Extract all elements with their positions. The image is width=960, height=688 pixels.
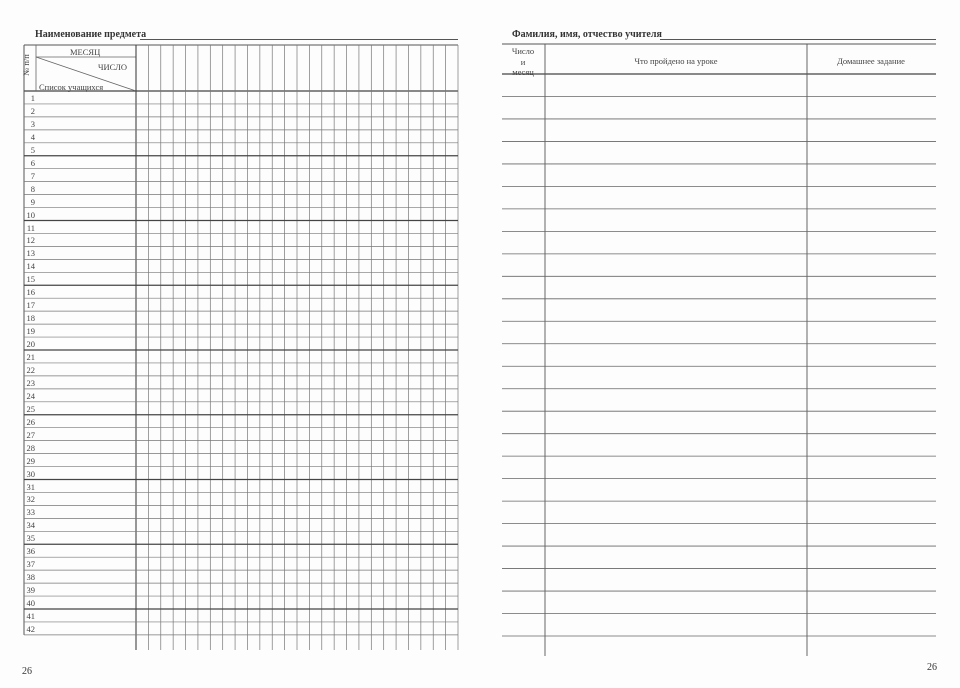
row-number: 17 bbox=[26, 300, 35, 311]
row-number: 24 bbox=[26, 390, 35, 401]
row-number: 6 bbox=[30, 157, 35, 168]
day-label: ЧИСЛО bbox=[98, 62, 128, 72]
row-number: 16 bbox=[26, 287, 35, 298]
row-number: 5 bbox=[30, 144, 35, 155]
students-label: Список учащихся bbox=[39, 82, 104, 92]
row-number: 23 bbox=[26, 377, 35, 388]
row-number: 33 bbox=[26, 507, 35, 518]
date-col-line2: и bbox=[520, 57, 526, 67]
row-number: 35 bbox=[26, 533, 35, 544]
row-number: 3 bbox=[30, 118, 35, 129]
row-number: 29 bbox=[26, 455, 35, 466]
row-number: 38 bbox=[26, 572, 35, 583]
row-number: 37 bbox=[26, 559, 35, 570]
page-number-right: 26 bbox=[927, 662, 937, 673]
row-number: 30 bbox=[26, 468, 35, 479]
row-number: 34 bbox=[26, 520, 35, 531]
row-number: 21 bbox=[26, 352, 35, 362]
row-number: 26 bbox=[26, 416, 35, 427]
row-number: 9 bbox=[30, 196, 35, 207]
teacher-title: Фамилия, имя, отчество учителя bbox=[512, 29, 662, 40]
lesson-table[interactable] bbox=[480, 0, 960, 688]
row-number: 12 bbox=[26, 235, 35, 246]
row-number: 1 bbox=[30, 93, 35, 103]
row-number: 40 bbox=[26, 598, 35, 609]
date-col-line1: Число bbox=[511, 46, 535, 56]
row-number: 39 bbox=[26, 585, 35, 596]
row-number: 22 bbox=[26, 364, 35, 375]
row-number: 25 bbox=[26, 403, 35, 414]
row-number: 27 bbox=[26, 429, 35, 440]
lesson-table-lines bbox=[480, 0, 960, 688]
page-number-left: 26 bbox=[22, 666, 32, 677]
row-number: 15 bbox=[26, 274, 35, 285]
row-number: 31 bbox=[26, 481, 35, 492]
date-col-line3: месяц bbox=[512, 67, 534, 77]
row-number: 36 bbox=[26, 546, 35, 557]
lesson-col-header: Что пройдено на уроке bbox=[634, 56, 718, 66]
subject-title: Наименование предмета bbox=[35, 29, 147, 40]
homework-col-header: Домашнее задание bbox=[837, 56, 905, 66]
row-number: 11 bbox=[26, 222, 35, 233]
row-number: 18 bbox=[26, 313, 35, 324]
month-label: МЕСЯЦ bbox=[70, 47, 101, 57]
row-number: 13 bbox=[26, 248, 35, 259]
row-number: 4 bbox=[30, 131, 35, 142]
row-number: 8 bbox=[30, 183, 35, 194]
row-number: 14 bbox=[26, 261, 35, 272]
row-number: 7 bbox=[30, 170, 35, 181]
row-number: 20 bbox=[26, 339, 35, 350]
row-number: 28 bbox=[26, 442, 35, 453]
row-number: 2 bbox=[30, 105, 35, 116]
row-number: 19 bbox=[26, 326, 35, 337]
number-label: № п/п bbox=[21, 54, 31, 76]
row-number: 42 bbox=[26, 623, 35, 634]
row-number: 10 bbox=[26, 209, 35, 220]
right-page bbox=[480, 0, 960, 688]
row-number: 32 bbox=[26, 494, 35, 505]
row-number: 41 bbox=[26, 611, 35, 621]
